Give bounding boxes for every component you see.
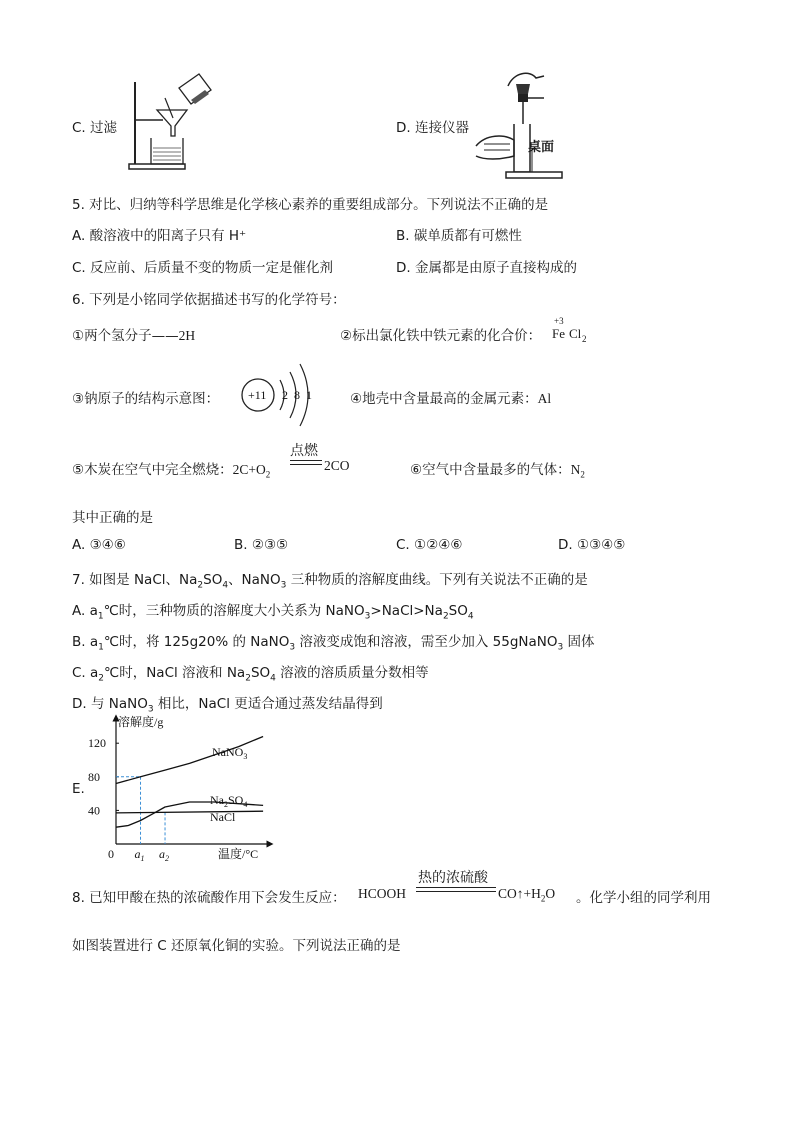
q6-item-5-equals	[290, 460, 322, 465]
x-axis-label: 温度/°C	[218, 847, 259, 861]
origin-label: 0	[108, 847, 114, 861]
q5-option-c: C. 反应前、后质量不变的物质一定是催化剂	[72, 260, 334, 276]
solubility-chart	[88, 712, 280, 864]
series-label-na2so4: $Na_2SO_4$	[210, 793, 248, 809]
q6-item-2-formula: +3 Fe Cl 2	[552, 316, 587, 344]
q6-option-a: A. ③④⑥	[72, 537, 126, 553]
q8-stem-line2: 如图装置进行 C 还原氧化铜的实验。下列说法正确的是	[72, 938, 401, 954]
q7-option-a: A. $a_1℃$时，三种物质的溶解度大小关系为 $NaNO_3>NaCl>Na_2SO_4$	[72, 603, 474, 622]
option-c-filtration: C. 过滤	[72, 120, 118, 136]
q6-item-4: ④地壳中含量最高的金属元素：Al	[350, 391, 552, 407]
q6-item-2: ②标出氯化铁中铁元素的化合价：	[340, 328, 542, 344]
q6-item-5: ⑤木炭在空气中完全燃烧：$2C+O_2$	[72, 462, 271, 480]
q5-option-b: B. 碳单质都有可燃性	[396, 228, 522, 244]
option-d-connect-apparatus: D. 连接仪器	[396, 120, 469, 136]
q8-reactant: HCOOH	[358, 886, 407, 901]
atom-shell-2: 8	[294, 388, 300, 402]
q6-item-3: ③钠原子的结构示意图：	[72, 391, 220, 407]
q7-option-c: C. $a_2℃$时，NaCl 溶液和 $Na_2SO_4$ 溶液的溶质质量分数相等	[72, 665, 429, 684]
q6-item-1: ①两个氢分子——2H	[72, 328, 196, 344]
series-line-nacl	[116, 811, 263, 813]
q5-option-a: A. 酸溶液中的阳离子只有 H⁺	[72, 228, 247, 244]
x-tick-label: $a_1$	[134, 847, 145, 863]
q8-equals	[416, 887, 496, 892]
x-tick-label: $a_2$	[159, 847, 170, 863]
q7-option-b: B. $a_1℃$时，将 125g20% 的 NaNO$_3$ 溶液变成饱和溶液，需至少加入 55gNaNO$_3$ 固体	[72, 634, 595, 653]
series-label-nacl: NaCl	[210, 810, 236, 824]
q6-conclusion: 其中正确的是	[72, 510, 153, 526]
q8-stem: 8. 已知甲酸在热的浓硫酸作用下会发生反应：	[72, 890, 346, 906]
q7-option-d: D. 与 NaNO$_3$ 相比，NaCl 更适合通过蒸发结晶得到	[72, 696, 383, 715]
q6-item-5-condition: 点燃	[290, 443, 318, 459]
q8-products: $CO↑+H_2O$	[498, 886, 556, 904]
q6-stem: 6. 下列是小铭同学依据描述书写的化学符号：	[72, 292, 346, 308]
q8-stem-tail: 。化学小组的同学利用	[576, 890, 711, 906]
connect-apparatus-image	[470, 68, 570, 184]
q6-option-c: C. ①②④⑥	[396, 537, 463, 553]
q6-item-6: ⑥空气中含量最多的气体：$N_2$	[410, 462, 585, 480]
q8-condition: 热的浓硫酸	[418, 870, 488, 886]
q5-stem: 5. 对比、归纳等科学思维是化学核心素养的重要组成部分。下列说法不正确的是	[72, 197, 549, 213]
q6-option-b: B. ②③⑤	[234, 537, 289, 553]
y-axis-label: 溶解度/g	[118, 715, 164, 729]
series-label-nano3: NaNO$_3$	[212, 745, 248, 761]
sodium-atom-diagram	[236, 360, 326, 430]
q5-option-d: D. 金属都是由原子直接构成的	[396, 260, 577, 276]
y-tick-label: 80	[88, 769, 100, 784]
table-label: 桌面	[528, 140, 555, 155]
q7-stem: 7. 如图是 NaCl、$Na_2SO_4$、NaNO$_3$ 三种物质的溶解度曲线。下列有关说法不正确的是	[72, 572, 588, 591]
q7-option-e-label: E.	[72, 781, 85, 797]
y-tick-label: 120	[88, 736, 106, 751]
atom-shell-3: 1	[306, 388, 312, 402]
atom-shell-1: 2	[282, 388, 288, 402]
filtration-apparatus-image	[125, 70, 215, 180]
q6-item-5-product: 2CO	[324, 458, 350, 473]
y-tick-label: 40	[88, 803, 100, 818]
q6-option-d: D. ①③④⑤	[558, 537, 626, 553]
atom-nucleus-label: +11	[248, 388, 267, 402]
